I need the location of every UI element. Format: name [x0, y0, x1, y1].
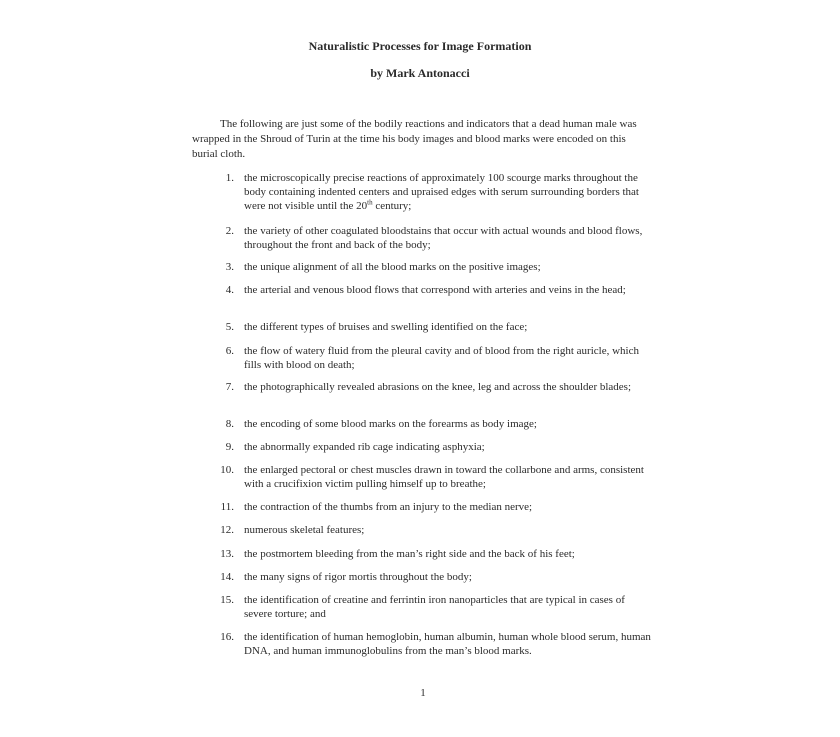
list-item-text: the photographically revealed abrasions on the knee, leg and across the shoulder blades; [244, 381, 632, 393]
list-item-number: 1. [225, 172, 234, 184]
list-item-text: the abnormally expanded rib cage indicating asphyxia; [244, 441, 485, 453]
list-item-text: the identification of human hemoglobin, human albumin, human whole blood serum, human DNA, and human immunoglobulins from the man’s blood marks. [244, 631, 651, 657]
list-item-text: the identification of creatine and ferrintin iron nanoparticles that are typical in cases of severe torture; and [244, 594, 625, 620]
list-item-number: 16. [220, 631, 234, 643]
list-item-number: 14. [220, 571, 234, 583]
list-item-number: 3. [225, 261, 234, 273]
list-item-text: numerous skeletal features; [244, 524, 365, 536]
list-item-text: the postmortem bleeding from the man’s right side and the back of his feet; [244, 548, 575, 560]
page-number: 1 [420, 687, 426, 699]
list-item-number: 12. [220, 524, 234, 536]
list-item-number: 10. [220, 464, 234, 476]
list-item-text: the enlarged pectoral or chest muscles drawn in toward the collarbone and arms, consistent with a crucifixion victim pulling himself up to breathe; [244, 464, 644, 490]
document-author: by Mark Antonacci [370, 66, 470, 80]
list-item-text: the flow of watery fluid from the pleural cavity and of blood from the right auricle, which fills with blood on death; [244, 345, 639, 371]
list-item-text [244, 171, 654, 213]
list-item-text: the arterial and venous blood flows that correspond with arteries and veins in the head; [244, 284, 626, 296]
list-item-number: 9. [225, 441, 234, 453]
intro-paragraph: The following are just some of the bodily reactions and indicators that a dead human male was wrapped in the Shroud of Turin at the time his body images and blood marks were encoded on this burial cloth. [192, 118, 637, 160]
list-item-text-part: the microscopically precise reactions of approximately 100 scourge marks throughout the body containing indented centers and upraised edges with serum surrounding borders that were not visible until the 20 [244, 172, 639, 212]
list-item-text: the variety of other coagulated bloodstains that occur with actual wounds and blood flows, throughout the front and back of the body; [244, 225, 643, 251]
list-item-number: 11. [220, 501, 234, 513]
list-item-text: the many signs of rigor mortis throughout the body; [244, 571, 472, 583]
list-item-number: 7. [225, 381, 234, 393]
superscript-suffix: th [367, 198, 373, 207]
list-item-text: the encoding of some blood marks on the forearms as body image; [244, 418, 537, 430]
list-item-number: 15. [220, 594, 234, 606]
list-item-text: the contraction of the thumbs from an injury to the median nerve; [244, 501, 533, 513]
list-item-number: 8. [225, 418, 234, 430]
list-item-number: 6. [225, 345, 234, 357]
list-item-text: the unique alignment of all the blood marks on the positive images; [244, 261, 541, 273]
document-title: Naturalistic Processes for Image Formation [308, 39, 532, 53]
list-item-text: the different types of bruises and swelling identified on the face; [244, 321, 528, 333]
list-item-text-part: century; [372, 200, 412, 212]
list-item-number: 13. [220, 548, 234, 560]
list-item-number: 5. [225, 321, 234, 333]
list-item-number: 4. [225, 284, 234, 296]
list-item-number: 2. [225, 225, 234, 237]
